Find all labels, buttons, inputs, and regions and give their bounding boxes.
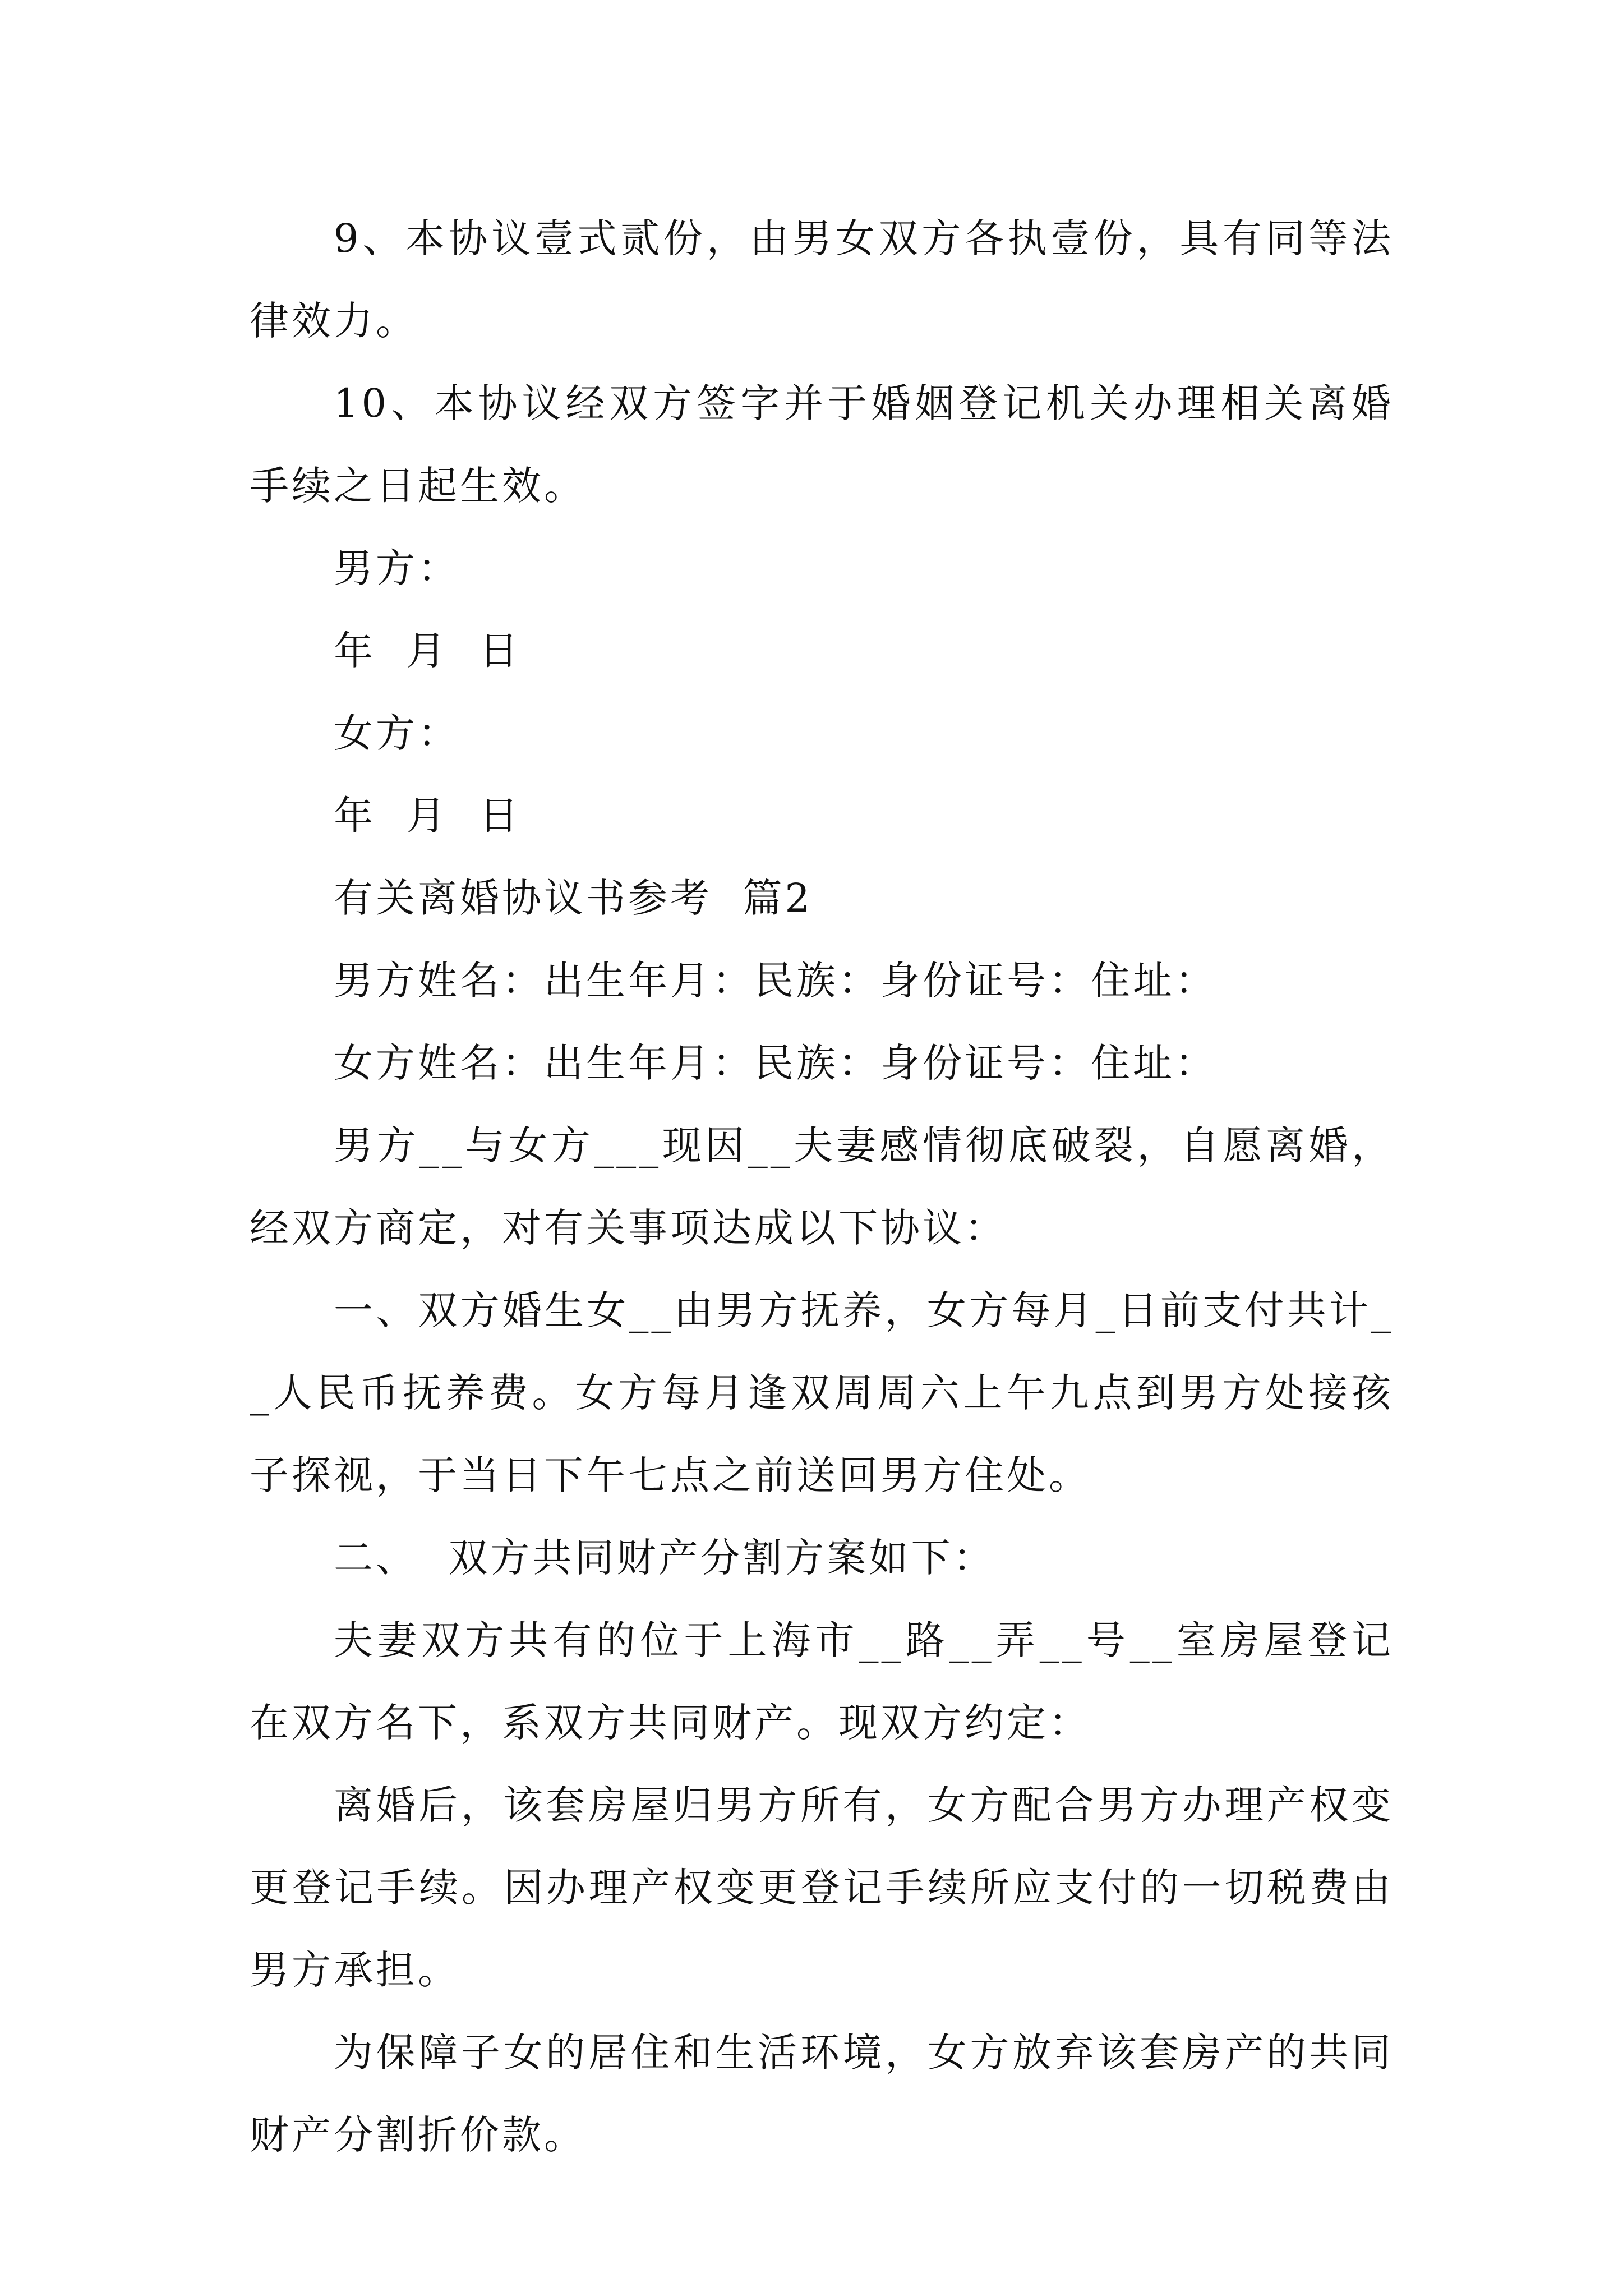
section-title: 有关离婚协议书参考 篇2: [334, 875, 813, 921]
female-signature-date: 年 月 日: [334, 793, 522, 839]
clause-property-heading: 二、 双方共同财产分割方案如下：: [334, 1535, 995, 1581]
property-ownership: 离婚后，该套房屋归男方所有，女方配合男方办理产权变更登记手续。因办理产权变更登记手续所应支付的一切税费由男方承担。: [250, 1782, 1394, 1993]
male-signature-date: 年 月 日: [334, 628, 522, 674]
female-info-line: 女方姓名：出生年月：民族：身份证号：住址：: [334, 1040, 1217, 1086]
property-waiver: 为保障子女的居住和生活环境，女方放弃该套房产的共同财产分割折价款。: [250, 2030, 1394, 2158]
male-signature-label: 男方：: [334, 545, 460, 591]
clause-child-custody: 一、双方婚生女__由男方抚养，女方每月_日前支付共计__人民币抚养费。女方每月逢双周周六上午九点到男方处接孩子探视，于当日下午七点之前送回男方住处。: [250, 1287, 1394, 1498]
preamble-paragraph: 男方__与女方___现因__夫妻感情彻底破裂，自愿离婚，经双方商定，对有关事项达成以下协议：: [250, 1122, 1394, 1251]
property-description: 夫妻双方共有的位于上海市__路__弄__号__室房屋登记在双方名下，系双方共同财产。现双方约定：: [250, 1617, 1394, 1746]
clause-9: 9、本协议壹式贰份，由男女双方各执壹份，具有同等法律效力。: [250, 215, 1394, 344]
clause-10: 10、本协议经双方签字并于婚姻登记机关办理相关离婚手续之日起生效。: [250, 380, 1394, 509]
male-info-line: 男方姓名：出生年月：民族：身份证号：住址：: [334, 958, 1217, 1004]
document-body: [250, 197, 1394, 2177]
female-signature-label: 女方：: [334, 710, 460, 756]
